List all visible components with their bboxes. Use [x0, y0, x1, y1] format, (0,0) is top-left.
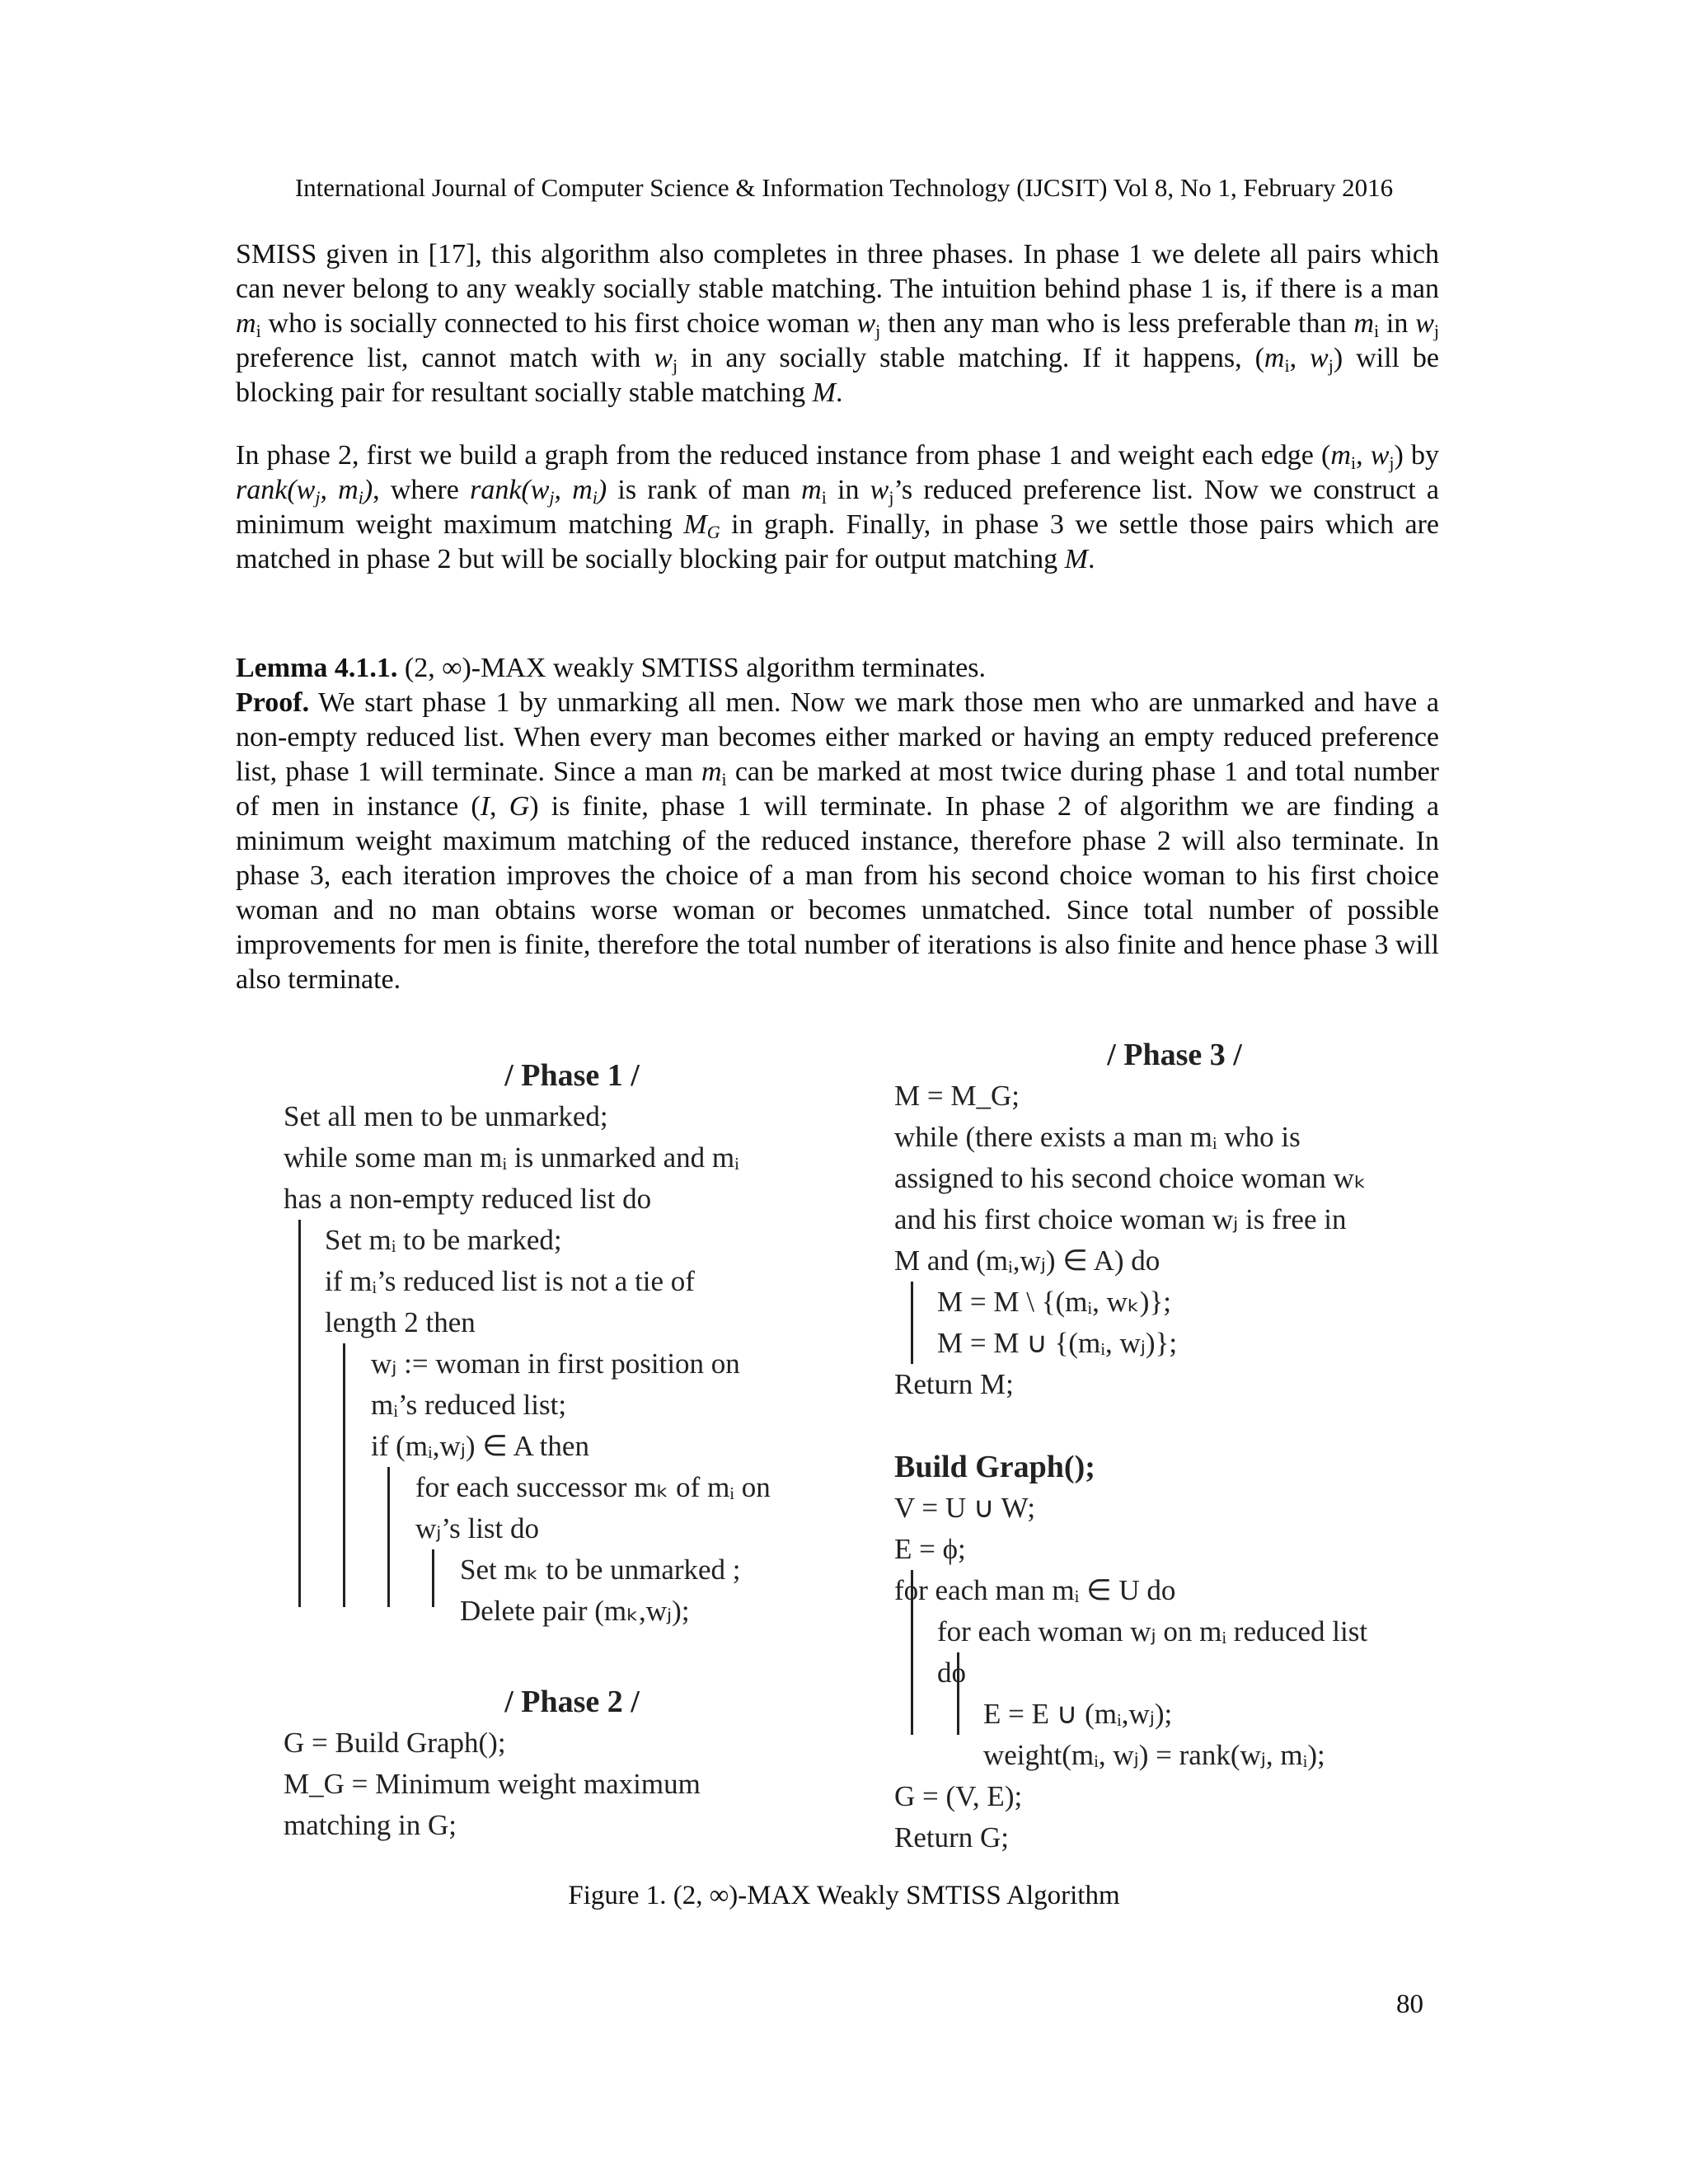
algo-line: M_G = Minimum weight maximum: [284, 1768, 701, 1800]
phase1-title: / Phase 1 /: [504, 1058, 640, 1093]
running-header: International Journal of Computer Science & Information Technology (IJCSIT) Vol 8, No 1, February 2016: [294, 173, 1394, 202]
lemma-and-proof: [236, 651, 1439, 997]
algo-line: if (mᵢ,wⱼ) ∈ A then: [371, 1430, 589, 1462]
algo-line: assigned to his second choice woman wₖ: [894, 1162, 1367, 1194]
algo-line: while some man mᵢ is unmarked and mᵢ: [284, 1141, 739, 1174]
algo-line: E = E ∪ (mᵢ,wⱼ);: [983, 1698, 1173, 1730]
phase2-title: / Phase 2 /: [504, 1685, 640, 1719]
indent-bar: [343, 1343, 345, 1607]
algo-line: while (there exists a man mᵢ who is: [894, 1121, 1301, 1153]
algo-line: for each man mᵢ ∈ U do: [894, 1574, 1176, 1606]
paragraph-phase2-description: In phase 2, first we build a graph from the reduced instance from phase 1 and weight each edge ($m_i$, $w_j$) by $rank(w_j$, $m_i$), where $rank(w_j$, $m_i$) is rank of man $m_i$ in $w_j’s$ reduced preference list. Now we construct a minimum weight maximum matching $M_G$ in graph. Finally, in phase 3 we settle those pairs which are matched in phase 2 but will be socially blocking pair for output matching M.: [236, 440, 1440, 574]
build-graph-title: Build Graph();: [894, 1450, 1095, 1484]
algo-line: has a non-empty reduced list do: [284, 1183, 652, 1215]
algo-line: wⱼ := woman in first position on: [371, 1347, 740, 1380]
lemma-statement: Lemma 4.1.1. (2, ∞)-MAX weakly SMTISS algorithm terminates.: [236, 653, 987, 683]
indent-bar: [298, 1220, 301, 1607]
algo-line: G = (V, E);: [894, 1780, 1023, 1812]
algo-line: matching in G;: [284, 1809, 457, 1841]
algo-line: length 2 then: [325, 1306, 476, 1338]
algo-line: Return G;: [894, 1821, 1010, 1854]
indent-bar: [432, 1549, 434, 1607]
algorithm-left-column: [284, 1055, 860, 1846]
algo-line: M = M_G;: [894, 1080, 1020, 1112]
figure-caption: Figure 1. (2, ∞)-MAX Weakly SMTISS Algorithm: [568, 1881, 1120, 1910]
indent-bar: [387, 1467, 390, 1607]
algo-line: V = U ∪ W;: [894, 1492, 1036, 1524]
algo-line: do: [937, 1657, 966, 1689]
paragraph-phases-intro: SMISS given in [17], this algorithm also completes in three phases. In phase 1 we delete all pairs which can never belong to any weakly socially stable matching. The intuition behind phase 1 is, if there is a man $m_i$ who is socially connected to his first choice woman $w_j$ then any man who is less preferable than $m_i$ in $w_j$ preference list, cannot match with $w_j$ in any socially stable matching. If it happens, ($m_i$, $w_j$) will be blocking pair for resultant socially stable matching M.: [236, 239, 1440, 408]
algo-line: and his first choice woman wⱼ is free in: [894, 1203, 1347, 1235]
algo-line: E = ϕ;: [894, 1533, 966, 1565]
algo-line: Set mₖ to be unmarked ;: [460, 1554, 741, 1586]
indent-bar: [911, 1282, 913, 1364]
algorithm-right-column: [894, 1034, 1455, 1858]
algo-line: for each successor mₖ of mᵢ on: [415, 1471, 771, 1503]
proof-text: Proof. We start phase 1 by unmarking all men. Now we mark those men who are unmarked and have a non-empty reduced list. When every man becomes either marked or having an empty reduced preference list, phase 1 will terminate. Since a man $m_i$ can be marked at most twice during phase 1 and total number of men in instance (I, G) is finite, phase 1 will terminate. In phase 2 of algorithm we are finding a minimum weight maximum matching of the reduced instance, therefore phase 2 will also terminate. In phase 3, each iteration improves the choice of a man from his second choice woman to his first choice woman and no man obtains worse woman or becomes unmatched. Since total number of possible improvements for men is finite, therefore the total number of iterations is also finite and hence phase 3 will also terminate.: [236, 687, 1440, 995]
algo-line: Set mᵢ to be marked;: [325, 1224, 562, 1256]
algo-line: if mᵢ’s reduced list is not a tie of: [325, 1265, 695, 1297]
algo-line: Set all men to be unmarked;: [284, 1100, 608, 1132]
algo-line: weight(mᵢ, wⱼ) = rank(wⱼ, mᵢ);: [983, 1739, 1325, 1771]
algo-line: Return M;: [894, 1368, 1014, 1400]
algo-line: Delete pair (mₖ,wⱼ);: [460, 1595, 690, 1627]
algo-line: wⱼ’s list do: [415, 1512, 540, 1544]
algo-line: mᵢ’s reduced list;: [371, 1389, 567, 1421]
algo-line: M and (mᵢ,wⱼ) ∈ A) do: [894, 1244, 1160, 1277]
algo-line: M = M \ {(mᵢ, wₖ)};: [937, 1286, 1171, 1318]
algo-line: for each woman wⱼ on mᵢ reduced list: [937, 1615, 1368, 1647]
indent-bar: [911, 1570, 913, 1735]
indent-bar: [957, 1652, 959, 1735]
phase3-title: / Phase 3 /: [1107, 1038, 1242, 1072]
page-number: 80: [1396, 1990, 1423, 2019]
algo-line: G = Build Graph();: [284, 1727, 506, 1759]
algo-line: M = M ∪ {(mᵢ, wⱼ)};: [937, 1327, 1178, 1359]
